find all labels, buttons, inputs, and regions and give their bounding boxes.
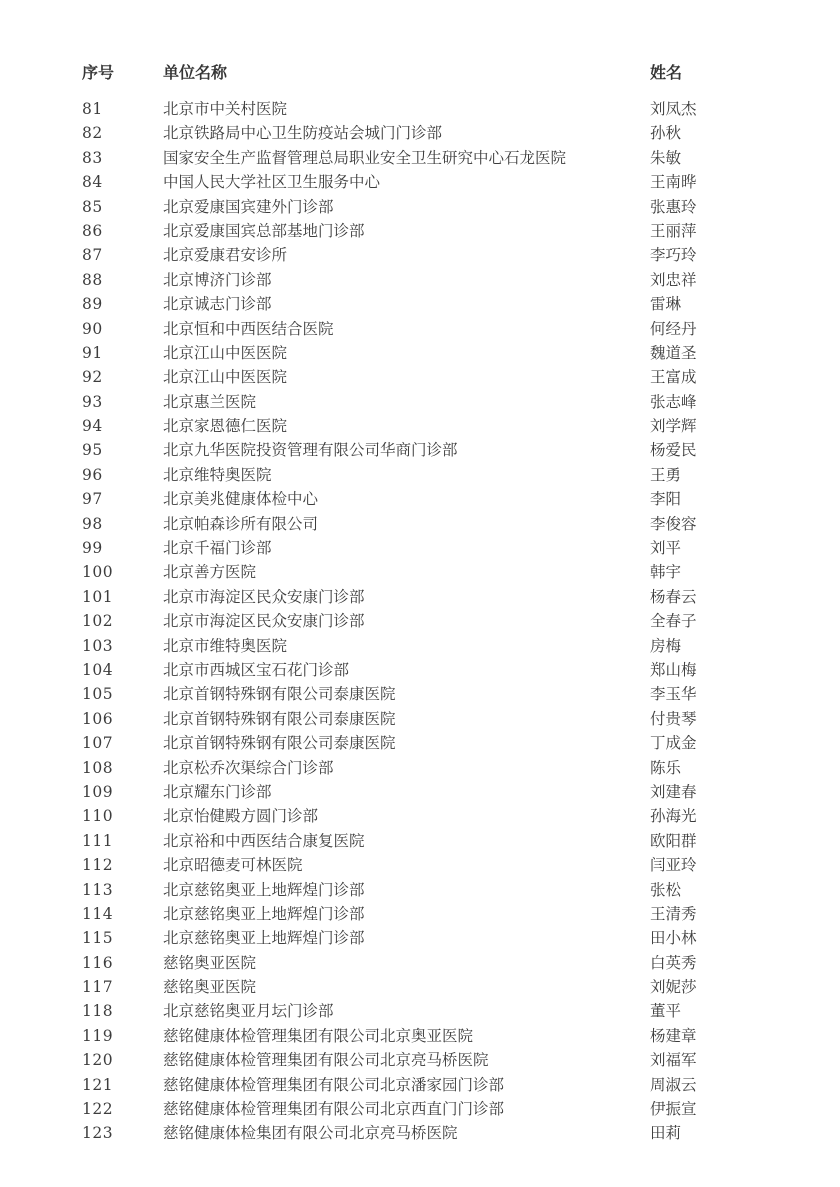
table-row: [82, 536, 790, 560]
table-row: [82, 804, 790, 828]
row-serial-number: 117: [82, 978, 114, 997]
row-unit-name: 北京善方医院: [163, 563, 257, 582]
row-unit-name: 慈铭健康体检管理集团有限公司北京西直门门诊部: [163, 1100, 505, 1119]
row-unit-name: 北京首钢特殊钢有限公司泰康医院: [163, 734, 396, 753]
row-person-name: 李俊容: [650, 514, 697, 533]
row-unit-name: 北京诚志门诊部: [163, 295, 272, 314]
row-person-name: 刘福军: [650, 1051, 697, 1070]
row-serial-number: 98: [82, 514, 103, 533]
row-unit-name: 北京市维特奥医院: [163, 636, 288, 655]
row-unit-name: 北京爱康君安诊所: [163, 246, 288, 265]
row-unit-name: 北京市海淀区民众安康门诊部: [163, 587, 365, 606]
row-person-name: 郑山梅: [650, 660, 697, 679]
row-serial-number: 85: [82, 197, 103, 216]
row-person-name: 陈乐: [650, 758, 682, 777]
row-unit-name: 慈铭奥亚医院: [163, 953, 257, 972]
row-serial-number: 94: [82, 417, 103, 436]
header-person-name: 姓名: [650, 63, 683, 82]
table-row: [82, 707, 790, 731]
table-row: [82, 414, 790, 438]
row-person-name: 刘学辉: [650, 417, 697, 436]
row-person-name: 王勇: [650, 465, 682, 484]
row-person-name: 李巧玲: [650, 246, 697, 265]
table-row: [82, 853, 790, 877]
row-serial-number: 99: [82, 539, 103, 558]
table-row: [82, 902, 790, 926]
row-serial-number: 121: [82, 1075, 114, 1094]
row-unit-name: 北京慈铭奥亚上地辉煌门诊部: [163, 880, 365, 899]
table-row: [82, 341, 790, 365]
row-person-name: 闫亚玲: [650, 856, 697, 875]
row-unit-name: 慈铭健康体检管理集团有限公司北京亮马桥医院: [163, 1051, 489, 1070]
row-unit-name: 北京首钢特殊钢有限公司泰康医院: [163, 709, 396, 728]
table-row: [82, 926, 790, 950]
row-person-name: 何经丹: [650, 319, 697, 338]
row-serial-number: 86: [82, 221, 103, 240]
row-person-name: 欧阳群: [650, 831, 697, 850]
table-row: [82, 829, 790, 853]
row-serial-number: 108: [82, 758, 114, 777]
row-serial-number: 95: [82, 441, 103, 460]
row-person-name: 张惠玲: [650, 197, 697, 216]
row-serial-number: 110: [82, 807, 114, 826]
table-row: [82, 999, 790, 1023]
row-serial-number: 111: [82, 831, 114, 850]
row-person-name: 田莉: [650, 1124, 682, 1143]
row-unit-name: 北京市海淀区民众安康门诊部: [163, 612, 365, 631]
table-row: [82, 658, 790, 682]
row-unit-name: 北京松乔次渠综合门诊部: [163, 758, 334, 777]
row-person-name: 王南晔: [650, 173, 697, 192]
row-serial-number: 97: [82, 490, 103, 509]
row-person-name: 王清秀: [650, 904, 697, 923]
table-row: [82, 146, 790, 170]
row-serial-number: 83: [82, 148, 103, 167]
row-unit-name: 北京江山中医医院: [163, 343, 288, 362]
table-row: [82, 487, 790, 511]
table-row: [82, 390, 790, 414]
table-row: [82, 1048, 790, 1072]
table-row: [82, 512, 790, 536]
row-unit-name: 北京慈铭奥亚月坛门诊部: [163, 1002, 334, 1021]
row-unit-name: 慈铭健康体检管理集团有限公司北京潘家园门诊部: [163, 1075, 505, 1094]
table-row: [82, 97, 790, 121]
row-serial-number: 115: [82, 929, 114, 948]
row-unit-name: 北京维特奥医院: [163, 465, 272, 484]
table-row: [82, 634, 790, 658]
table-row: [82, 121, 790, 145]
row-serial-number: 87: [82, 246, 103, 265]
table-header-row: [82, 60, 790, 97]
row-serial-number: 120: [82, 1051, 114, 1070]
header-unit-name: 单位名称: [163, 63, 228, 82]
row-person-name: 王富成: [650, 368, 697, 387]
row-serial-number: 91: [82, 343, 103, 362]
table-row: [82, 878, 790, 902]
row-serial-number: 101: [82, 587, 114, 606]
row-person-name: 魏道圣: [650, 343, 697, 362]
row-person-name: 韩宇: [650, 563, 682, 582]
row-person-name: 孙秋: [650, 124, 682, 143]
row-unit-name: 北京恒和中西医结合医院: [163, 319, 334, 338]
row-unit-name: 北京爱康国宾建外门诊部: [163, 197, 334, 216]
table-row: [82, 682, 790, 706]
row-serial-number: 122: [82, 1100, 114, 1119]
row-unit-name: 北京首钢特殊钢有限公司泰康医院: [163, 685, 396, 704]
row-unit-name: 北京九华医院投资管理有限公司华商门诊部: [163, 441, 458, 460]
row-unit-name: 北京耀东门诊部: [163, 782, 272, 801]
row-serial-number: 104: [82, 660, 114, 679]
row-unit-name: 慈铭健康体检管理集团有限公司北京奥亚医院: [163, 1026, 474, 1045]
row-serial-number: 118: [82, 1002, 114, 1021]
row-unit-name: 北京慈铭奥亚上地辉煌门诊部: [163, 929, 365, 948]
row-unit-name: 北京爱康国宾总部基地门诊部: [163, 221, 365, 240]
row-serial-number: 81: [82, 100, 103, 118]
row-unit-name: 北京铁路局中心卫生防疫站会城门门诊部: [163, 124, 443, 143]
row-person-name: 刘平: [650, 539, 682, 558]
row-unit-name: 北京千福门诊部: [163, 539, 272, 558]
row-serial-number: 113: [82, 880, 114, 899]
row-person-name: 全春子: [650, 612, 697, 631]
table-row: [82, 195, 790, 219]
row-serial-number: 93: [82, 392, 103, 411]
row-person-name: 董平: [650, 1002, 682, 1021]
row-serial-number: 106: [82, 709, 114, 728]
row-person-name: 张志峰: [650, 392, 697, 411]
row-unit-name: 北京市西城区宝石花门诊部: [163, 660, 350, 679]
row-person-name: 刘妮莎: [650, 978, 697, 997]
row-serial-number: 114: [82, 904, 114, 923]
table-row: [82, 268, 790, 292]
table-row: [82, 438, 790, 462]
row-person-name: 周淑云: [650, 1075, 697, 1094]
row-person-name: 李玉华: [650, 685, 697, 704]
table-row: [82, 170, 790, 194]
row-unit-name: 北京美兆健康体检中心: [163, 490, 319, 509]
row-unit-name: 慈铭奥亚医院: [163, 978, 257, 997]
row-serial-number: 96: [82, 465, 103, 484]
row-serial-number: 116: [82, 953, 114, 972]
table-body: [82, 97, 790, 1146]
row-serial-number: 103: [82, 636, 114, 655]
row-person-name: 朱敏: [650, 148, 682, 167]
header-serial-number: 序号: [82, 63, 115, 82]
row-serial-number: 119: [82, 1026, 114, 1045]
row-person-name: 杨建章: [650, 1026, 697, 1045]
row-person-name: 田小林: [650, 929, 697, 948]
row-unit-name: 中国人民大学社区卫生服务中心: [163, 173, 381, 192]
row-unit-name: 北京惠兰医院: [163, 392, 257, 411]
row-person-name: 雷琳: [650, 295, 682, 314]
row-serial-number: 84: [82, 173, 103, 192]
table-row: [82, 780, 790, 804]
row-serial-number: 102: [82, 612, 114, 631]
row-person-name: 付贵琴: [650, 709, 697, 728]
row-unit-name: 北京江山中医医院: [163, 368, 288, 387]
row-unit-name: 北京裕和中西医结合康复医院: [163, 831, 365, 850]
row-person-name: 刘凤杰: [650, 100, 697, 118]
row-serial-number: 123: [82, 1124, 114, 1143]
table-row: [82, 292, 790, 316]
table-row: [82, 365, 790, 389]
table-row: [82, 1024, 790, 1048]
row-serial-number: 88: [82, 270, 103, 289]
row-unit-name: 北京家恩德仁医院: [163, 417, 288, 436]
table-row: [82, 560, 790, 584]
row-person-name: 刘建春: [650, 782, 697, 801]
table-row: [82, 243, 790, 267]
row-unit-name: 北京慈铭奥亚上地辉煌门诊部: [163, 904, 365, 923]
row-serial-number: 89: [82, 295, 103, 314]
row-unit-name: 北京昭德麦可林医院: [163, 856, 303, 875]
row-unit-name: 北京博济门诊部: [163, 270, 272, 289]
row-unit-name: 国家安全生产监督管理总局职业安全卫生研究中心石龙医院: [163, 148, 567, 167]
row-person-name: 白英秀: [650, 953, 697, 972]
table-row: [82, 1097, 790, 1121]
table-row: [82, 731, 790, 755]
row-serial-number: 92: [82, 368, 103, 387]
row-person-name: 张松: [650, 880, 682, 899]
row-serial-number: 107: [82, 734, 114, 753]
table-row: [82, 219, 790, 243]
row-unit-name: 北京帕森诊所有限公司: [163, 514, 319, 533]
row-serial-number: 105: [82, 685, 114, 704]
table-row: [82, 756, 790, 780]
row-person-name: 丁成金: [650, 734, 697, 753]
row-serial-number: 109: [82, 782, 114, 801]
row-unit-name: 北京怡健殿方圆门诊部: [163, 807, 319, 826]
row-unit-name: 北京市中关村医院: [163, 100, 288, 118]
table-row: [82, 1073, 790, 1097]
row-person-name: 王丽萍: [650, 221, 697, 240]
row-person-name: 房梅: [650, 636, 682, 655]
row-person-name: 刘忠祥: [650, 270, 697, 289]
table-row: [82, 463, 790, 487]
row-person-name: 杨春云: [650, 587, 697, 606]
row-unit-name: 慈铭健康体检集团有限公司北京亮马桥医院: [163, 1124, 458, 1143]
table-row: [82, 975, 790, 999]
table-row: [82, 1121, 790, 1145]
table-row: [82, 609, 790, 633]
row-serial-number: 100: [82, 563, 114, 582]
row-person-name: 李阳: [650, 490, 682, 509]
row-serial-number: 82: [82, 124, 103, 143]
row-person-name: 伊振宣: [650, 1100, 697, 1119]
table-row: [82, 951, 790, 975]
row-serial-number: 90: [82, 319, 103, 338]
row-person-name: 杨爱民: [650, 441, 697, 460]
table-row: [82, 317, 790, 341]
row-serial-number: 112: [82, 856, 114, 875]
table-row: [82, 585, 790, 609]
row-person-name: 孙海光: [650, 807, 697, 826]
